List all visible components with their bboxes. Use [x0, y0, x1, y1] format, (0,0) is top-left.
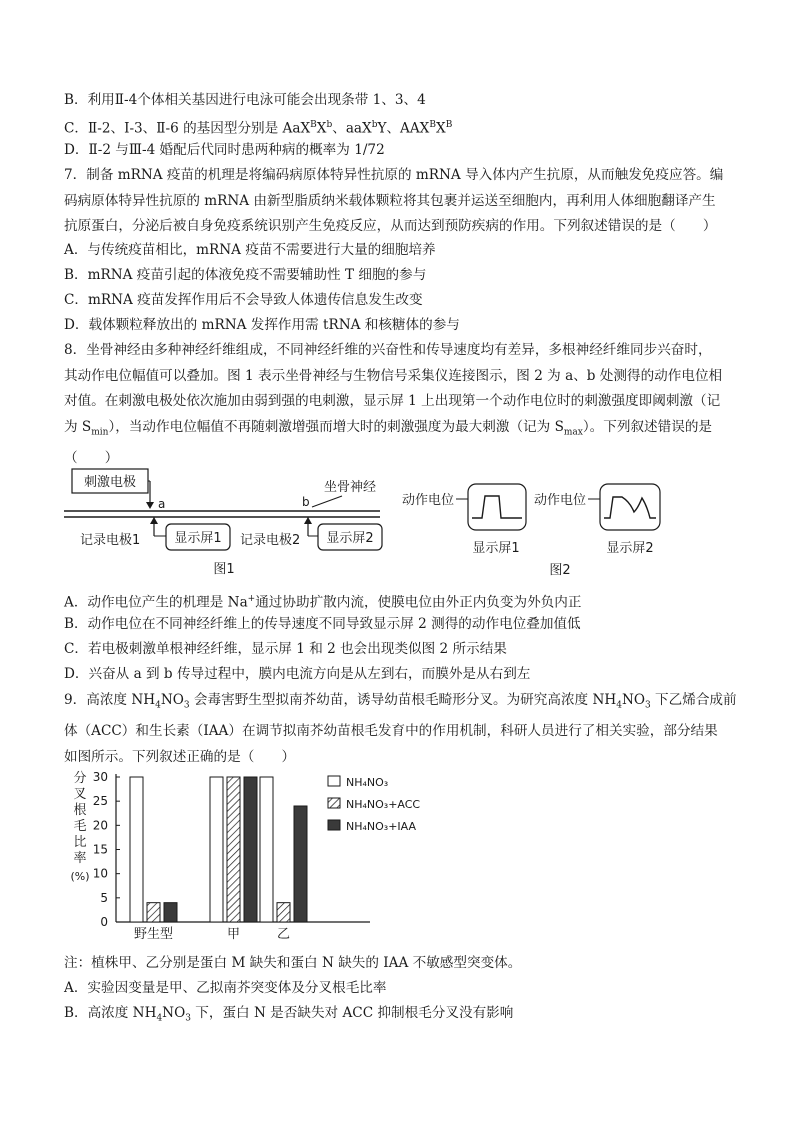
point-b-label: b — [302, 495, 310, 509]
recording-electrode-1-label: 记录电极1 — [80, 533, 141, 548]
y-tick-label: 15 — [92, 842, 108, 857]
q8-stem-line: 其动作电位幅值可以叠加。图 1 表示坐骨神经与生物信号采集仪连接图示，图 2 为 a、b 处测得的动作电位相 — [64, 367, 723, 384]
stimulation-electrode-label: 刺激电极 — [83, 475, 137, 490]
screen-2-label: 显示屏2 — [326, 531, 374, 546]
point-a-label: a — [158, 497, 166, 511]
x-category-label: 野生型 — [133, 927, 174, 942]
q7-stem-line: 码病原体特异性抗原的 mRNA 由新型脂质纳米载体颗粒将其包裹并运送至细胞内，再利用人体细胞翻译产生 — [64, 192, 716, 209]
q7-option-c: C．mRNA 疫苗发挥作用后不会导致人体遗传信息发生改变 — [64, 292, 423, 308]
legend-swatch — [328, 798, 340, 808]
q9-option-a: A．实验因变量是甲、乙拟南芥突变体及分叉根毛比率 — [64, 980, 387, 996]
legend-swatch — [328, 820, 340, 830]
y-tick-label: 30 — [92, 770, 108, 784]
q6-option-c: C．Ⅱ-2、Ⅰ-3、Ⅱ-6 的基因型分别是 $AaX^BX^b$、aaX$^b$Y、$AAX^BX^B$ — [64, 120, 453, 137]
q9-stem-line: 如图所示。下列叙述正确的是（ ） — [64, 748, 296, 765]
q8-stem-line: 8．坐骨神经由多种神经纤维组成，不同神经纤维的兴奋性和传导速度均有差异，多根神经纤维同步兴奋时， — [64, 342, 712, 358]
x-axis-labels — [134, 926, 290, 942]
q8-option-b: B．动作电位在不同神经纤维上的传导速度不同导致显示屏 2 测得的动作电位叠加值低 — [64, 616, 581, 632]
x-category-label: 乙 — [276, 927, 291, 942]
q7-option-d: D．载体颗粒释放出的 mRNA 发挥作用需 tRNA 和核糖体的参与 — [64, 317, 460, 333]
action-potential-label-1: 动作电位 — [402, 493, 455, 508]
figure-2-caption: 图2 — [549, 563, 571, 578]
figure-1-caption: 图1 — [213, 562, 235, 577]
q6-option-d: D．Ⅱ-2 与Ⅲ-4 婚配后代同时患两种病的概率为 1/72 — [64, 142, 385, 158]
screen-2-caption: 显示屏2 — [606, 541, 654, 556]
y-label-char: (%) — [70, 870, 90, 883]
q7-option-a: A．与传统疫苗相比，mRNA 疫苗不需要进行大量的细胞培养 — [64, 242, 436, 258]
q7-option-b: B．mRNA 疫苗引起的体液免疫不需要辅助性 T 细胞的参与 — [64, 267, 427, 283]
figure-2-action-potentials — [400, 482, 710, 582]
y-axis-label — [70, 771, 89, 883]
q9-stem-line: 体（ACC）和生长素（IAA）在调节拟南芥幼苗根毛发育中的作用机制，科研人员进行了相关实验，部分结果 — [64, 723, 718, 740]
q8-option-a: A．动作电位产生的机理是 Na+通过协助扩散内流，使膜电位由外正内负变为外负内正 — [64, 594, 582, 611]
figure-1-nerve-setup — [64, 466, 394, 582]
y-label-char: 叉 — [73, 787, 87, 802]
screen-1-caption: 显示屏1 — [472, 541, 520, 556]
bar — [294, 806, 307, 922]
y-tick-label: 25 — [92, 794, 108, 809]
bar — [164, 903, 177, 922]
sciatic-nerve-label: 坐骨神经 — [324, 480, 377, 495]
bar — [147, 903, 160, 922]
y-label-char: 比 — [73, 835, 87, 850]
legend-swatch — [328, 776, 340, 786]
y-label-char: 毛 — [73, 819, 87, 834]
q8-stem — [64, 338, 732, 471]
y-label-char: 率 — [73, 851, 87, 866]
q9-option-b: B．高浓度 $NH_4NO_3$ 下，蛋白 N 是否缺失对 ACC 抑制根毛分叉没有影响 — [64, 1005, 514, 1024]
q8-option-c: C．若电极刺激单根神经纤维，显示屏 1 和 2 也会出现类似图 2 所示结果 — [64, 641, 507, 657]
bar — [277, 903, 290, 922]
q8-stem-line: 对值。在刺激电极处依次施加由弱到强的电刺激，显示屏 1 上出现第一个动作电位时的刺激强度即阈刺激（记 — [64, 393, 721, 409]
screen-1-waveform — [472, 496, 522, 518]
bar — [244, 777, 257, 922]
screen-1-display — [468, 484, 526, 530]
x-category-label: 甲 — [226, 927, 241, 942]
bar — [210, 777, 223, 922]
q7-stem — [64, 163, 732, 240]
root-hair-branching-chart — [62, 764, 442, 946]
legend-label: NH₄NO₃+ACC — [346, 798, 421, 811]
q9-stem — [64, 688, 737, 770]
legend-label: NH₄NO₃+IAA — [346, 820, 417, 833]
q7-stem-line: 7．制备 mRNA 疫苗的机理是将编码病原体特异性抗原的 mRNA 导入体内产生抗原，从而触发免疫应答。编 — [64, 167, 724, 183]
screen-2-display — [600, 484, 660, 530]
y-label-char: 根 — [73, 803, 87, 818]
q8-stem-line: 为 $S_{min}$），当动作电位幅值不再随刺激增强而增大时的刺激强度为最大刺激（记为 $S_{max}$）。下列叙述错误的是 — [64, 418, 713, 438]
bar — [130, 777, 143, 922]
q8-option-d: D．兴奋从 a 到 b 传导过程中，膜内电流方向是从左到右，而膜外是从右到左 — [64, 666, 531, 682]
y-label-char: 分 — [73, 771, 87, 786]
q6-option-b: B．利用Ⅱ-4个体相关基因进行电泳可能会出现条带 1、3、4 — [64, 92, 426, 108]
bar — [260, 777, 273, 922]
bars — [130, 777, 307, 922]
y-tick-label: 0 — [100, 915, 108, 929]
y-tick-label: 5 — [100, 890, 108, 905]
y-tick-label: 10 — [92, 866, 108, 881]
legend-label: NH₄NO₃ — [346, 776, 389, 789]
q8-stem-line: （ ） — [64, 449, 119, 466]
bar — [227, 777, 240, 922]
screen-1-label: 显示屏1 — [174, 531, 222, 546]
screen-2-waveform — [604, 497, 656, 518]
action-potential-label-2: 动作电位 — [534, 493, 587, 508]
legend — [328, 776, 420, 833]
recording-electrode-2-label: 记录电极2 — [240, 533, 301, 548]
q7-stem-line: 抗原蛋白，分泌后被自身免疫系统识别产生免疫反应，从而达到预防疾病的作用。下列叙述错误的是（ ） — [64, 218, 717, 234]
y-tick-label: 20 — [92, 818, 108, 833]
q9-stem-line: 9．高浓度 $NH_4NO_3$ 会毒害野生型拟南芥幼苗，诱导幼苗根毛畸形分叉。为研究高浓度 $NH_4NO_3$ 下乙烯合成前 — [64, 692, 737, 711]
q9-note: 注：植株甲、乙分别是蛋白 M 缺失和蛋白 N 缺失的 IAA 不敏感型突变体。 — [64, 955, 522, 971]
